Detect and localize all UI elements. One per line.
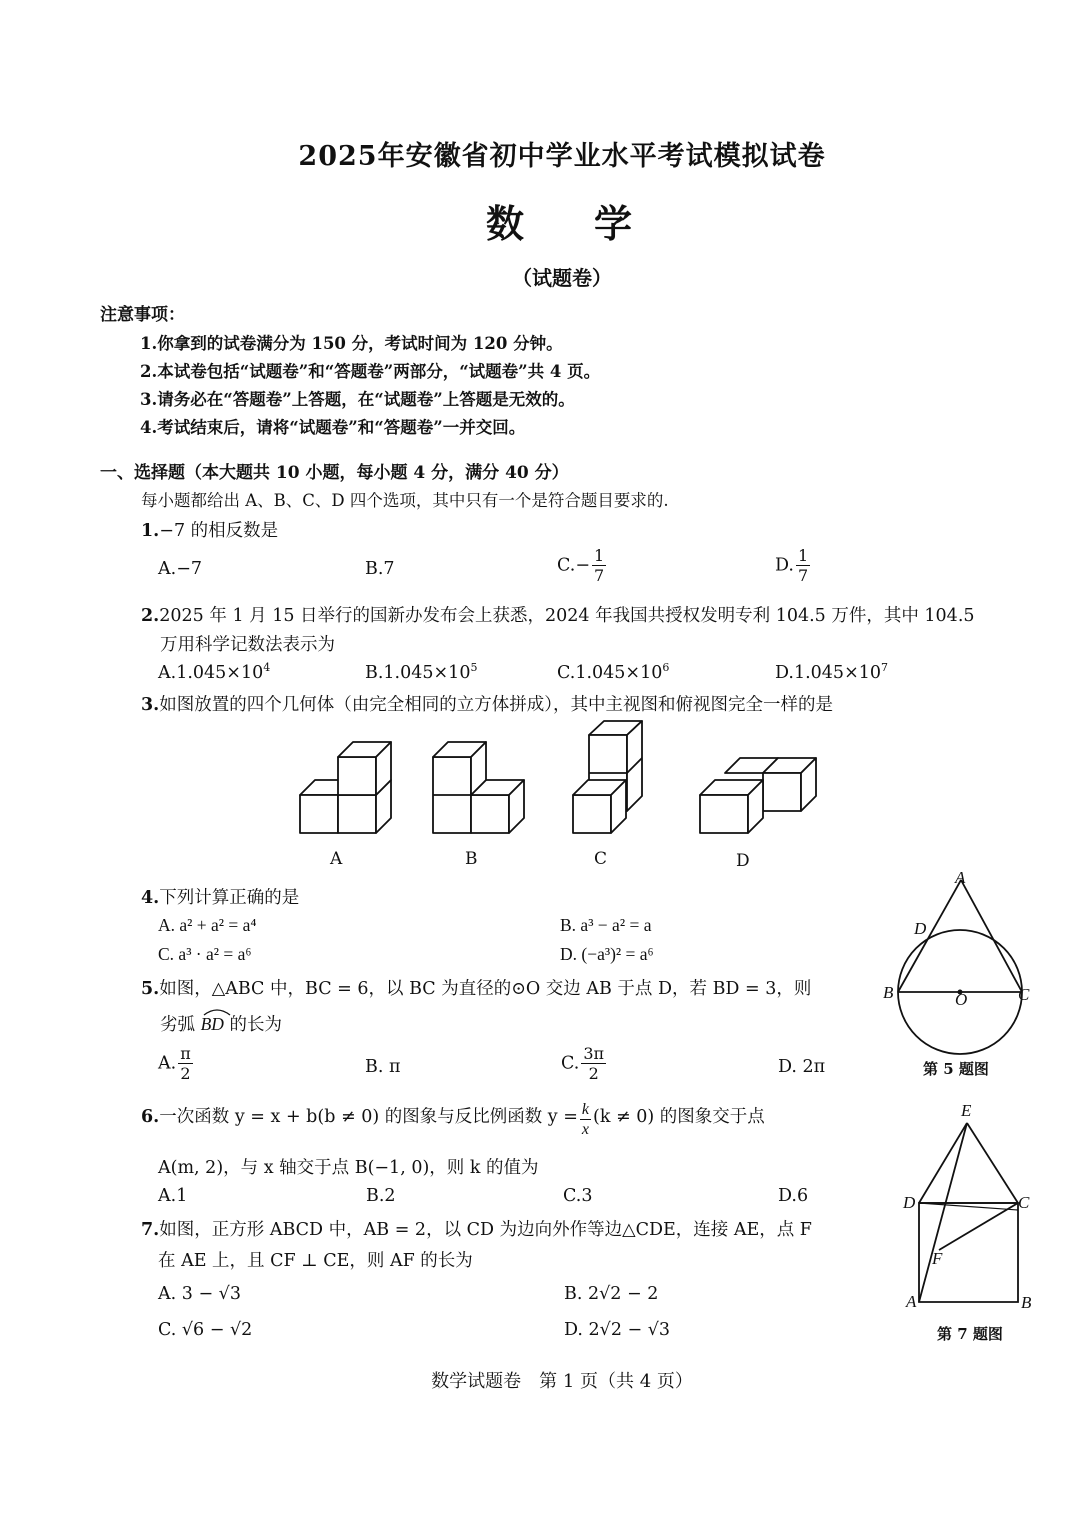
q4-option-c: C. a³ · a² = a⁶	[158, 944, 252, 964]
question-6-line2: A(m, 2)，与 x 轴交于点 B(−1, 0)，则 k 的值为	[158, 1158, 539, 1178]
q7-option-c: C. √6 − √2	[158, 1320, 253, 1340]
solid-d-figure	[695, 745, 835, 840]
section-instruction: 每小题都给出 A、B、C、D 四个选项，其中只有一个是符合题目要求的.	[141, 491, 669, 510]
page-footer: 数学试题卷 第 1 页（共 4 页）	[431, 1371, 693, 1392]
q4-option-d: D. (−a³)² = a⁶	[560, 944, 654, 964]
question-7-line2: 在 AE 上，且 CF ⊥ CE，则 AF 的长为	[158, 1251, 473, 1271]
q6-option-c: C.3	[563, 1186, 593, 1206]
figure-7-caption: 第 7 题图	[937, 1325, 1003, 1343]
fig7-point-f: F	[932, 1249, 943, 1268]
solid-b-label: B	[465, 849, 478, 869]
q6-option-a: A.1	[158, 1186, 188, 1206]
fig7-point-a: A	[906, 1292, 917, 1311]
fig5-point-a: A	[955, 868, 966, 887]
fig7-point-e: E	[961, 1101, 972, 1120]
q5-option-c: C. $\frac{3\pi}{2}$	[561, 1044, 605, 1083]
q7-option-b: B. 2√2 − 2	[564, 1284, 659, 1304]
question-6-line1: 6.一次函数 y = x + b(b ≠ 0) 的图象与反比例函数 y = $\frac{k}{x}$ (k ≠ 0) 的图象交于点	[141, 1101, 765, 1138]
q1-option-a: A.−7	[158, 559, 202, 579]
section-title: 一、选择题（本大题共 10 小题，每小题 4 分，满分 40 分）	[100, 463, 569, 483]
question-2-line1: 2.2025 年 1 月 15 日举行的国新办发布会上获悉，2024 年我国共授权发明专利 104.5 万件，其中 104.5	[141, 606, 975, 626]
question-4-stem: 4.下列计算正确的是	[141, 888, 300, 908]
figure-5-diagram	[880, 868, 1040, 1058]
solid-c-figure	[565, 705, 675, 840]
solid-a-label: A	[330, 849, 343, 869]
solid-d-label: D	[736, 851, 750, 871]
solid-b-figure	[425, 705, 535, 840]
question-5-line2: 劣弧 BD 的长为	[160, 1011, 282, 1036]
figure-5-caption: 第 5 题图	[923, 1060, 989, 1078]
q6-option-b: B.2	[366, 1186, 396, 1206]
q1-option-d: D. $\frac{1}{7}$	[775, 546, 809, 585]
q7-option-d: D. 2√2 − √3	[564, 1320, 671, 1340]
note-item-4: 4.考试结束后，请将“试题卷”和“答题卷”一并交回。	[140, 418, 526, 437]
q4-option-b: B. a³ − a² = a	[560, 915, 652, 935]
question-5-line1: 5.如图，△ABC 中，BC = 6，以 BC 为直径的⊙O 交边 AB 于点 D，若 BD = 3，则	[141, 979, 812, 999]
question-3-stem: 3.如图放置的四个几何体（由完全相同的立方体拼成），其中主视图和俯视图完全一样的是	[141, 695, 834, 715]
note-item-2: 2.本试卷包括“试题卷”和“答题卷”两部分，“试题卷”共 4 页。	[140, 362, 601, 381]
q2-option-c: $C.1.045\times 10^6$	[557, 661, 670, 683]
fig7-point-d: D	[903, 1193, 916, 1212]
fig5-point-c: C	[1018, 985, 1030, 1004]
q4-option-a: A. a² + a² = a⁴	[158, 915, 257, 935]
fig7-point-b: B	[1021, 1293, 1032, 1312]
solid-a-figure	[290, 705, 400, 840]
notes-heading: 注意事项：	[100, 305, 185, 325]
q1-option-b: B.7	[365, 559, 395, 579]
paper-tag: （试题卷）	[512, 266, 612, 290]
q6-option-d: D.6	[778, 1186, 809, 1206]
exam-title: 2025年安徽省初中学业水平考试模拟试卷	[298, 141, 826, 172]
subject-title: 数学	[486, 201, 703, 246]
q5-option-d: D. 2π	[778, 1057, 826, 1077]
fig5-point-b: B	[883, 983, 894, 1002]
fig5-point-o: O	[955, 990, 968, 1009]
q2-option-d: $D.1.045\times 10^7$	[775, 661, 888, 683]
q5-option-a: A. $\frac{\pi}{2}$	[158, 1044, 191, 1083]
fig7-point-c: C	[1018, 1193, 1030, 1212]
note-item-3: 3.请务必在“答题卷”上答题，在“试题卷”上答题是无效的。	[140, 390, 575, 409]
q5-option-b: B. π	[365, 1057, 401, 1077]
note-item-1: 1.你拿到的试卷满分为 150 分，考试时间为 120 分钟。	[140, 334, 563, 353]
q7-option-a: A. 3 − √3	[158, 1284, 241, 1304]
q2-option-b: $B.1.045\times 10^5$	[365, 661, 478, 683]
q2-option-a: $A.1.045\times 10^4$	[158, 661, 271, 683]
question-7-line1: 7.如图，正方形 ABCD 中，AB = 2，以 CD 为边向外作等边△CDE，连接 AE，点 F	[141, 1220, 812, 1240]
figure-7-diagram	[905, 1110, 1035, 1310]
solid-c-label: C	[594, 849, 608, 869]
q1-option-c: C.− $\frac{1}{7}$	[557, 546, 605, 585]
arc-mark-icon	[203, 1008, 231, 1016]
question-2-line2: 万用科学记数法表示为	[160, 635, 335, 655]
fig5-point-d: D	[914, 919, 927, 938]
question-1-stem: 1.−7 的相反数是	[141, 521, 279, 541]
